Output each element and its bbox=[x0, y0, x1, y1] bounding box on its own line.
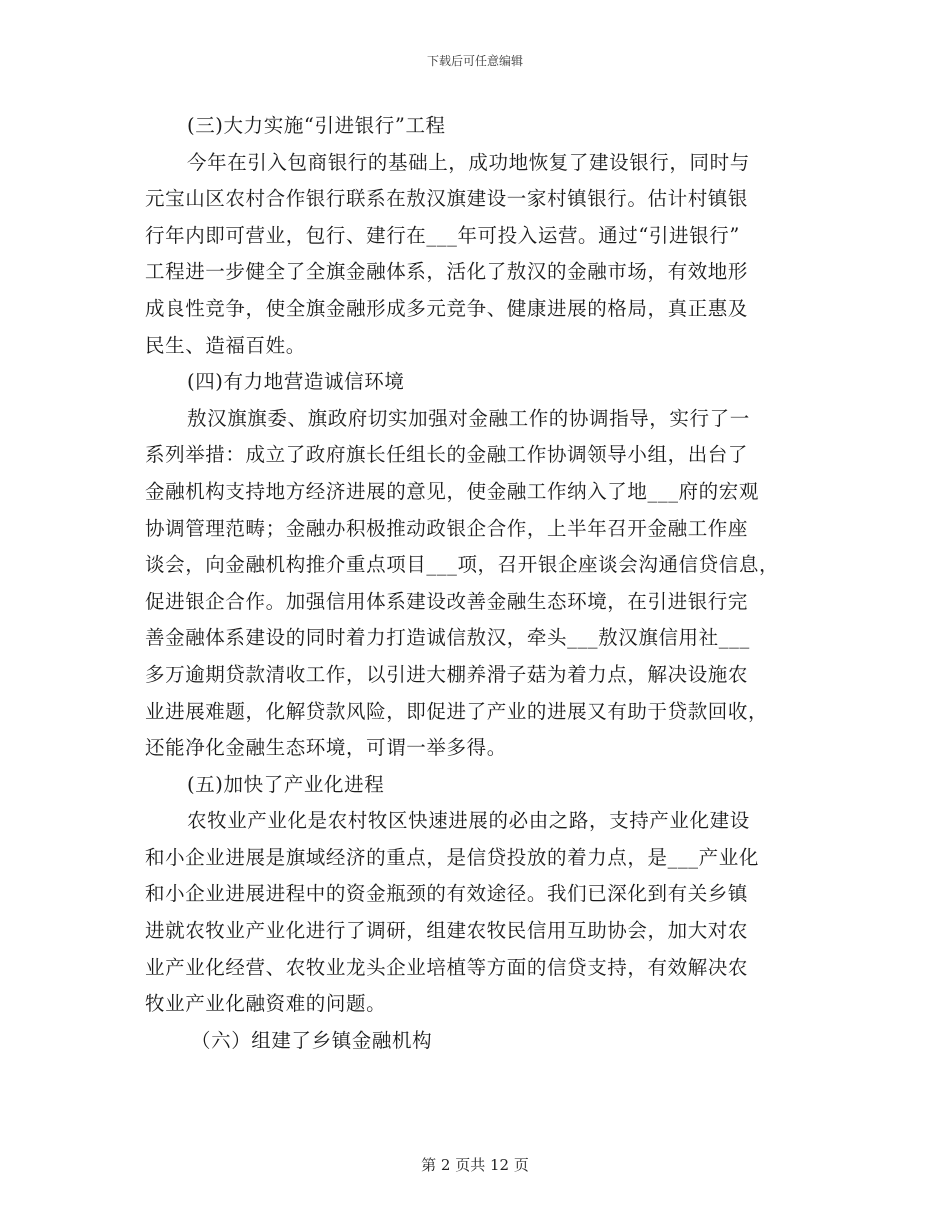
page-header: 下载后可任意编辑 bbox=[426, 54, 523, 68]
paragraph-line: 善金融体系建设的同时着力打造诚信敖汉，牵头___敖汉旗信用社___ bbox=[145, 626, 750, 650]
paragraph-line: 促进银企合作。加强信用体系建设改善金融生态环境，在引进银行完 bbox=[145, 589, 749, 613]
paragraph-line: 协调管理范畴；金融办积极推动政银企合作，上半年召开金融工作座 bbox=[145, 516, 749, 540]
paragraph-line: 和小企业进展是旗域经济的重点，是信贷投放的着力点，是___产业化 bbox=[145, 845, 759, 869]
document-body bbox=[145, 108, 810, 1059]
section-heading-6: （六）组建了乡镇金融机构 bbox=[191, 1028, 433, 1052]
section-heading-4: (四)有力地营造诚信环境 bbox=[187, 370, 405, 394]
paragraph-line: 敖汉旗旗委、旗政府切实加强对金融工作的协调指导，实行了一 bbox=[187, 406, 750, 430]
paragraph-line: 和小企业进展进程中的资金瓶颈的有效途径。我们已深化到有关乡镇 bbox=[145, 882, 749, 906]
paragraph-line: 业进展难题，化解贷款风险，即促进了产业的进展又有助于贷款回收， bbox=[145, 699, 769, 723]
paragraph-line: 还能净化金融生态环境，可谓一举多得。 bbox=[145, 736, 507, 760]
section-heading-3: (三)大力实施“引进银行”工程 bbox=[187, 114, 446, 137]
paragraph-line: 谈会，向金融机构推介重点项目___项，召开银企座谈会沟通信贷信息， bbox=[145, 553, 780, 577]
paragraph-line: 多万逾期贷款清收工作，以引进大棚养滑子菇为着力点，解决设施农 bbox=[145, 662, 749, 686]
paragraph-line: 工程进一步健全了全旗金融体系，活化了敖汉的金融市场，有效地形 bbox=[145, 260, 749, 284]
paragraph-line: 今年在引入包商银行的基础上，成功地恢复了建设银行，同时与 bbox=[187, 150, 750, 174]
paragraph-line: 进就农牧业产业化进行了调研，组建农牧民信用互助协会，加大对农 bbox=[145, 919, 749, 943]
page-number: 第 2 页共 12 页 bbox=[421, 1156, 529, 1174]
paragraph-line: 行年内即可营业，包行、建行在___年可投入运营。通过“引进银行” bbox=[145, 223, 740, 247]
paragraph-line: 系列举措：成立了政府旗长任组长的金融工作协调领导小组，出台了 bbox=[145, 443, 749, 467]
paragraph-line: 农牧业产业化是农村牧区快速进展的必由之路，支持产业化建设 bbox=[187, 809, 750, 833]
paragraph-line: 元宝山区农村合作银行联系在敖汉旗建设一家村镇银行。估计村镇银 bbox=[145, 187, 749, 211]
paragraph-line: 金融机构支持地方经济进展的意见，使金融工作纳入了地___府的宏观 bbox=[145, 479, 759, 503]
paragraph-line: 成良性竞争，使全旗金融形成多元竞争、健康进展的格局，真正惠及 bbox=[145, 296, 749, 320]
paragraph-line: 业产业化经营、农牧业龙头企业培植等方面的信贷支持，有效解决农 bbox=[145, 955, 749, 979]
section-heading-5: (五)加快了产业化进程 bbox=[187, 772, 385, 796]
paragraph-line: 牧业产业化融资难的问题。 bbox=[145, 992, 387, 1016]
paragraph-line: 民生、造福百姓。 bbox=[145, 333, 306, 357]
